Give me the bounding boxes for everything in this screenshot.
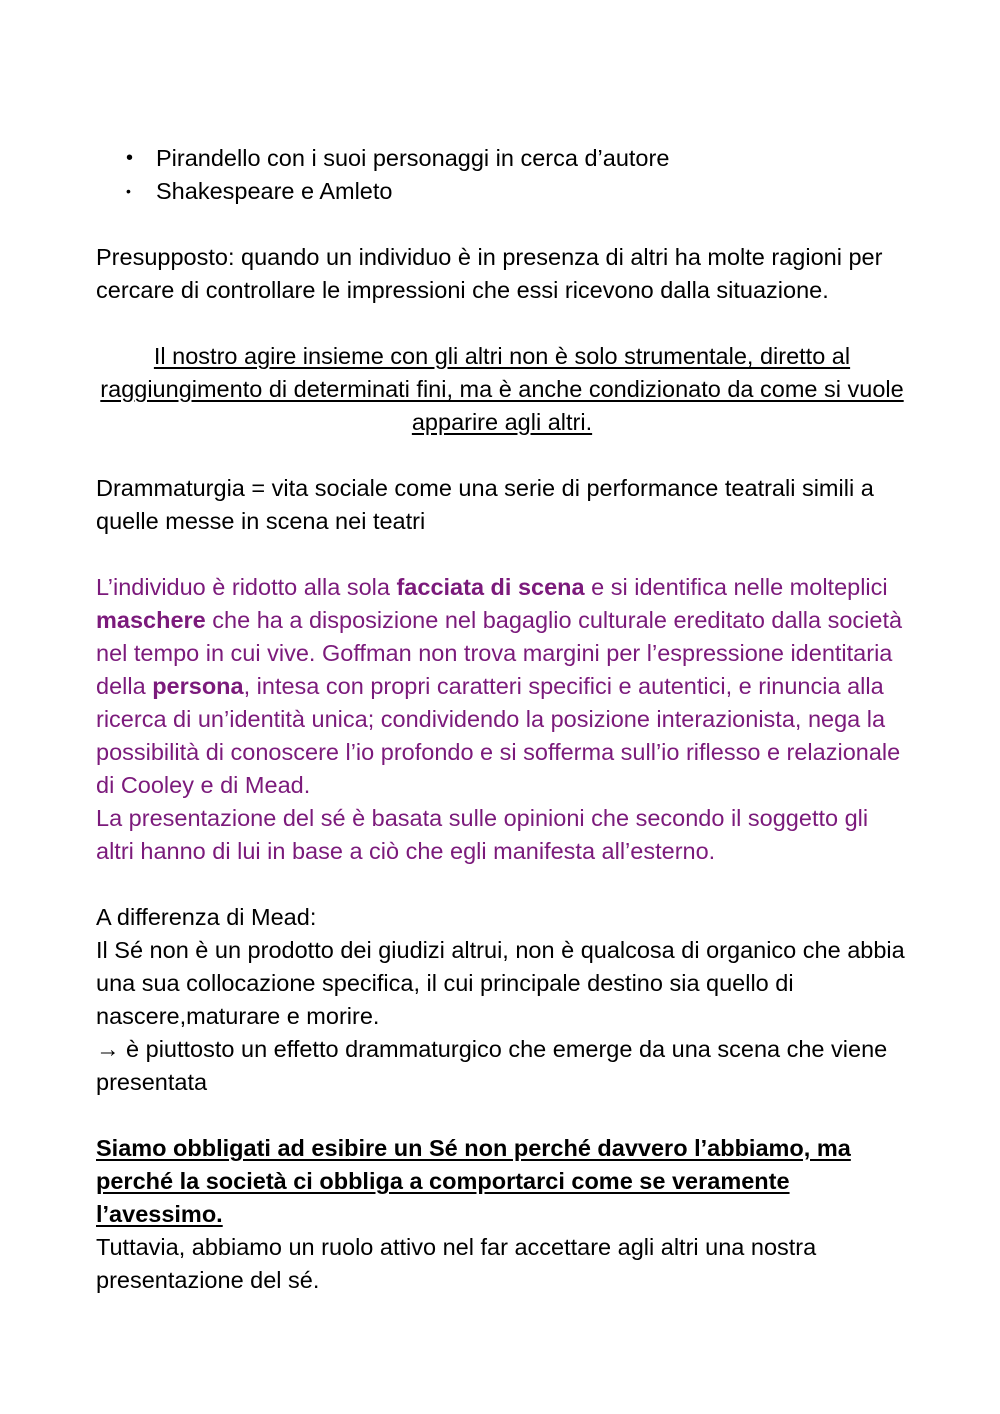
goffman-text-4: , intesa con propri caratteri specifici e autentici, e rinuncia alla ricerca di un’identità unica; condividendo la posizione interazionista, nega la possibilità di conoscere l’io profondo e si sofferma sull’io riflesso e relazionale di Cooley e di Mead. [96, 673, 901, 798]
bullet-icon: • [126, 183, 131, 199]
list-item-text: Pirandello con i suoi personaggi in cerca d’autore [156, 145, 670, 171]
maschere-term: maschere [96, 607, 206, 633]
final-paragraph: Tuttavia, abbiamo un ruolo attivo nel far accettare agli altri una nostra presentazione del sé. [96, 1234, 817, 1293]
drammaturgia-definition: Drammaturgia = vita sociale come una serie di performance teatrali simili a quelle messe in scena nei teatri [96, 475, 874, 534]
mead-effect: → è piuttosto un effetto drammaturgico che emerge da una scena che viene presentata [96, 1036, 888, 1095]
facciata-term: facciata di scena [396, 574, 585, 600]
presentazione-paragraph: La presentazione del sé è basata sulle opinioni che secondo il soggetto gli altri hanno di lui in base a ciò che egli manifesta all’esterno. [96, 805, 869, 864]
list-item [96, 175, 908, 208]
presupposto-paragraph: Presupposto: quando un individuo è in presenza di altri ha molte ragioni per cercare di controllare le impressioni che essi ricevono dalla situazione. [96, 244, 883, 303]
conclusion-bold-text: Siamo obbligati ad esibire un Sé non perché davvero l’abbiamo, ma perché la società ci obbliga a comportarci come se veramente l’avessimo. [96, 1135, 851, 1227]
goffman-text-3: che ha a disposizione nel bagaglio culturale ereditato dalla società nel tempo in cui vive. Goffman non trova margini per l’espressione identitaria della [96, 607, 903, 699]
list-item [96, 142, 908, 175]
agire-statement [96, 340, 908, 439]
mead-heading: A differenza di Mead: [96, 904, 317, 930]
document-page [96, 142, 908, 1297]
bullet-icon: • [126, 147, 134, 169]
persona-term: persona [152, 673, 244, 699]
goffman-text-1: L’individuo è ridotto alla sola [96, 574, 397, 600]
goffman-paragraph [96, 571, 908, 802]
agire-text: Il nostro agire insieme con gli altri non è solo strumentale, diretto al raggiungimento di determinati fini, ma è anche condizionato da come si vuole apparire agli altri. [100, 343, 904, 435]
goffman-text-2: e si identifica nelle molteplici [584, 574, 888, 600]
list-item-text: Shakespeare e Amleto [156, 178, 393, 204]
mead-paragraph: Il Sé non è un prodotto dei giudizi altrui, non è qualcosa di organico che abbia una sua collocazione specifica, il cui principale destino sia quello di nascere,maturare e morire. [96, 937, 905, 1029]
examples-list [96, 142, 908, 208]
conclusion-statement [96, 1132, 908, 1231]
